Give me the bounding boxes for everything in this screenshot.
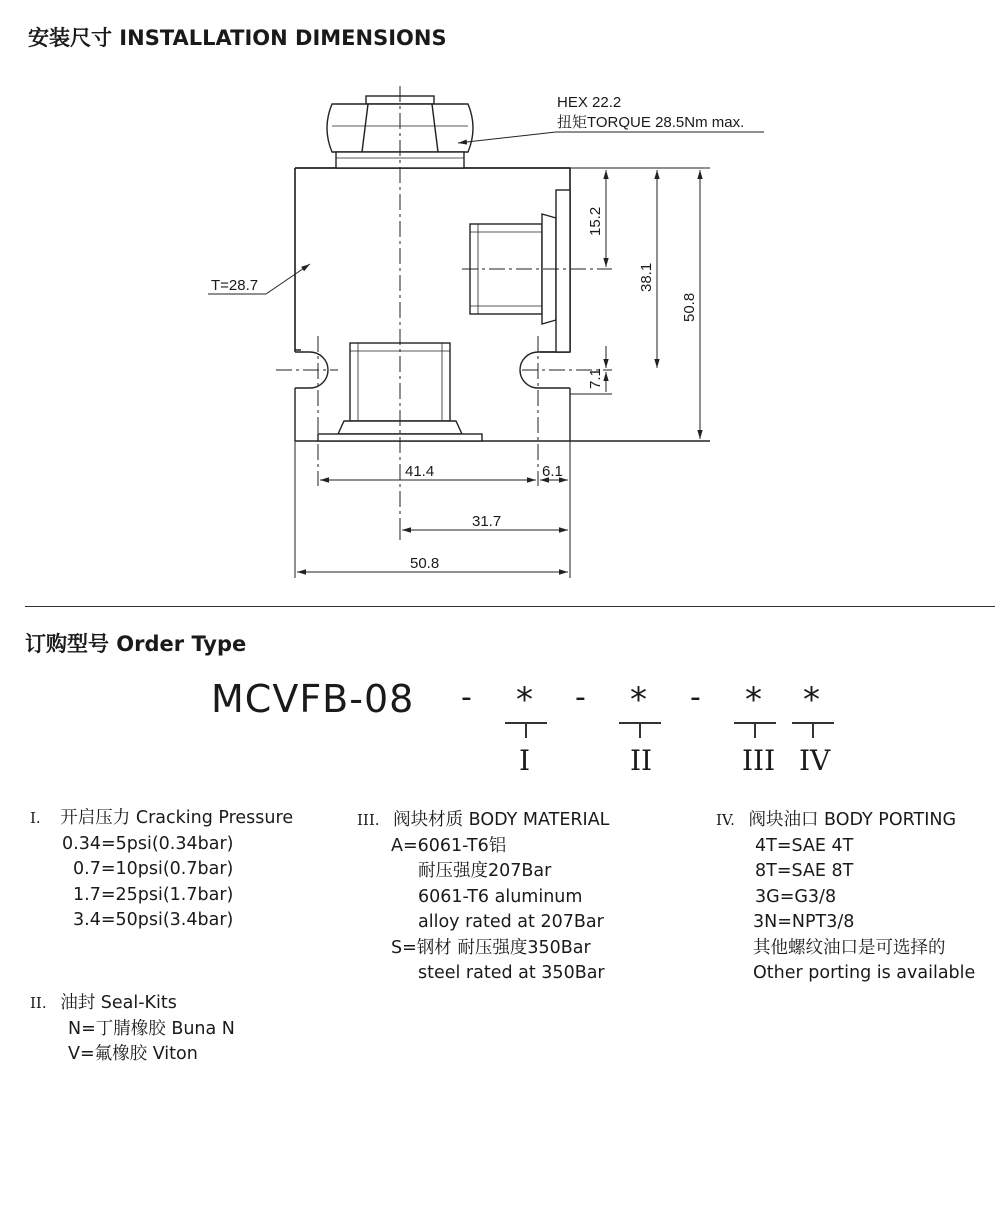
thickness-label: T=28.7 <box>211 277 259 294</box>
option-cracking-pressure <box>30 806 293 934</box>
side-port-fitting <box>470 190 570 352</box>
material-item: alloy rated at 207Bar <box>418 912 604 932</box>
installation-dimensions-title: 安装尺寸 INSTALLATION DIMENSIONS <box>28 26 447 50</box>
option-body-porting <box>716 808 975 987</box>
dim-50-8-height: 50.8 <box>681 292 698 322</box>
material-item: S=钢材 耐压强度350Bar <box>391 937 591 958</box>
separator-1: - <box>461 680 472 715</box>
porting-item: 3G=G3/8 <box>755 886 837 907</box>
porting-item: 其他螺纹油口是可选择的 <box>753 937 946 958</box>
porting-item: 4T=SAE 4T <box>755 835 854 856</box>
hex-size-label: HEX 22.2 <box>557 94 622 111</box>
separator-2: - <box>575 680 586 715</box>
torque-label: 扭矩TORQUE 28.5Nm max. <box>557 114 745 131</box>
seal-item: N=丁腈橡胶 Buna N <box>68 1018 235 1039</box>
tick-4 <box>812 722 814 738</box>
placeholder-2: * <box>630 680 647 720</box>
porting-numeral: IV. <box>716 811 735 829</box>
material-heading: 阀块材质 BODY MATERIAL <box>393 810 610 830</box>
dim-31-7: 31.7 <box>472 513 502 530</box>
cracking-heading: 开启压力 Cracking Pressure <box>60 808 294 828</box>
porting-heading: 阀块油口 BODY PORTING <box>748 810 957 830</box>
option-body-material <box>357 808 609 987</box>
material-numeral: III. <box>357 811 380 829</box>
material-item: steel rated at 350Bar <box>418 963 605 983</box>
roman-3: III <box>742 744 776 777</box>
tick-1 <box>525 722 527 738</box>
dim-38-1: 38.1 <box>638 262 655 292</box>
seal-heading: 油封 Seal-Kits <box>60 993 177 1013</box>
tick-2 <box>639 722 641 738</box>
material-item: A=6061-T6铝 <box>391 835 507 856</box>
cracking-item: 0.7=10psi(0.7bar) <box>73 859 234 879</box>
seal-item: V=氟橡胶 Viton <box>68 1044 198 1064</box>
porting-item: 3N=NPT3/8 <box>753 912 855 932</box>
porting-item: Other porting is available <box>753 963 976 983</box>
cracking-item: 1.7=25psi(1.7bar) <box>73 884 234 905</box>
cracking-item: 3.4=50psi(3.4bar) <box>73 910 234 930</box>
valve-body-left-edge <box>295 168 301 350</box>
dim-7-1: 7.1 <box>587 368 604 389</box>
roman-4: IV <box>799 744 831 777</box>
cracking-numeral: I. <box>30 809 41 827</box>
material-item: 耐压强度207Bar <box>418 861 552 881</box>
option-seal-kits <box>30 991 235 1068</box>
placeholder-4: * <box>803 680 820 720</box>
installation-drawing <box>0 60 1000 590</box>
seal-numeral: II. <box>30 994 47 1012</box>
roman-1: I <box>519 744 531 777</box>
placeholder-1: * <box>516 680 533 720</box>
dim-15-2: 15.2 <box>587 206 604 236</box>
roman-2: II <box>630 744 653 777</box>
dim-50-8-width: 50.8 <box>410 555 440 572</box>
dim-6-1: 6.1 <box>542 463 563 480</box>
order-type-title: 订购型号 Order Type <box>25 632 247 656</box>
dim-41-4: 41.4 <box>405 463 435 480</box>
cracking-item: 0.34=5psi(0.34bar) <box>62 833 234 854</box>
placeholder-3: * <box>745 680 762 720</box>
tick-3 <box>754 722 756 738</box>
section-divider <box>25 606 995 607</box>
separator-3: - <box>690 680 701 715</box>
model-prefix: MCVFB-08 <box>211 677 415 721</box>
material-item: 6061-T6 aluminum <box>418 886 583 907</box>
porting-item: 8T=SAE 8T <box>755 861 854 881</box>
